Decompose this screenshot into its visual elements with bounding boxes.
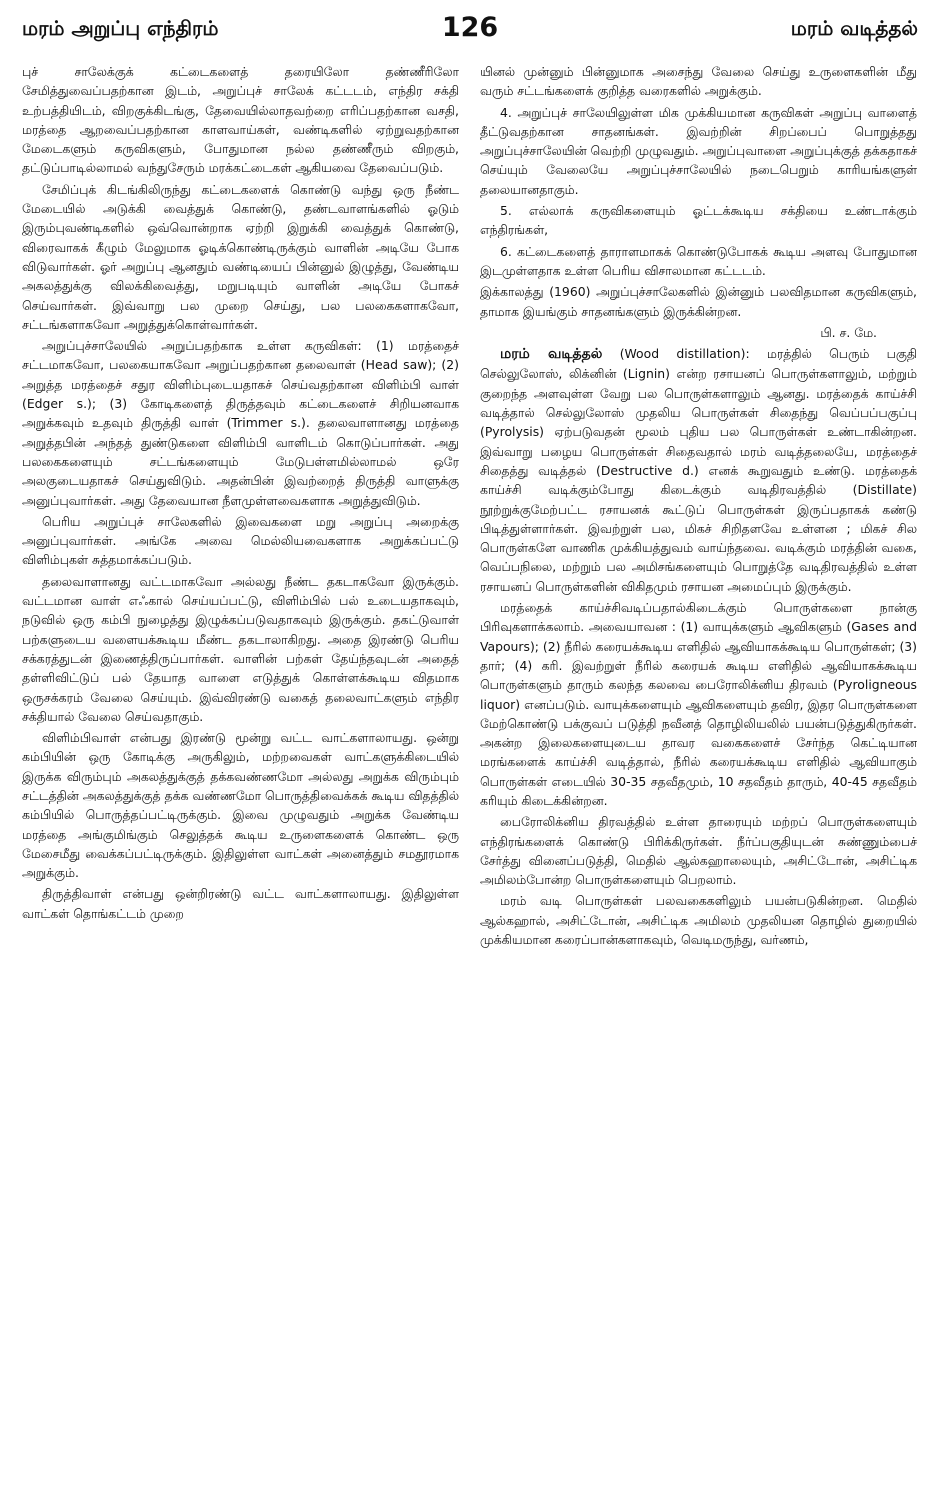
- page-number: 126: [441, 12, 499, 43]
- paragraph: யினல் முன்னும் பின்னுமாக அசைந்து வேலை செய்து உருளைகளின் மீது வரும் சட்டங்களைக் குறித்த வரைகளில் அறுக்கும்.: [480, 64, 917, 99]
- entry-title: மரம் வடித்தல்: [500, 346, 603, 363]
- paragraph: தலைவாளானது வட்டமாகவோ அல்லது நீண்ட தகடாகவோ இருக்கும். வட்டமான வாள் எஃகால் செய்யப்பட்டு, விளிம்பில் பல் உடையதாகவும், நடுவில் ஒரு கம்பி நுழைத்து இழுக்கப்படுவதாகவும் இருக்கும். தகட்டுவாள் பற்களுடைய வளையக்கூடிய மீண்ட தகடாலாகிறது. அதை இரண்டு பெரிய சக்கரத்துடன் இணைத்திருப்பார்கள். வாளின் பற்கள் தேய்ந்தவுடன் அதைத் தள்ளிவிட்டுப் பல் தேயாத வாளை எடுத்துக் கொள்ளக்கூடிய விதமாக ஒருசக்கரம் வேலை செய்யும். இவ்விரண்டு வகைத் தலைவாட்களும் எந்திர சக்தியால் வேலை செய்வதாகும்.: [22, 573, 459, 724]
- paragraph: 5. எல்லாக் கருவிகளையும் ஓட்டக்கூடிய சக்தியை உண்டாக்கும் எந்திரங்கள்,: [480, 203, 917, 238]
- paragraph: விளிம்பிவாள் என்பது இரண்டு மூன்று வட்ட வாட்களாலாயது. ஒன்று கம்பியின் ஒரு கோடிக்கு அருகிலும், மற்றவைகள் வாட்களுக்கிடையில் இருக்க விரும்பும் அகலத்துக்குத் தக்கவண்ணமோ அல்லது அறுக்க விரும்பும் சட்டத்தின் அகலத்துக்குத் தக்க வண்ணமோ பொருத்திவைக்கக் கூடிய விதத்தில் கம்பியில் பொருத்தப்பட்டிருக்கும். இவை முழுவதும் அறுக்க வேண்டிய மரத்தை அங்குமிங்கும் செலுத்தக் கூடிய உருளைகளைக் கொண்ட ஒரு மேசைமீது வைக்கப்பட்டிருக்கும். இதிலுள்ள வாட்கள் அனைத்தும் சமதூரமாக அறுக்கும்.: [22, 730, 459, 881]
- paragraph: பைரோலிக்னிய திரவத்தில் உள்ள தாரையும் மற்றப் பொருள்களையும் எந்திரங்களைக் கொண்டு பிரிக்கிருர்கள். நீர்ப்பகுதியுடன் சுண்ணும்பைச் சேர்த்து வினைப்படுத்தி, மெதில் ஆல்கஹாலையும், அசிட்டோன், அசிட்டிக அமிலம்போன்ற பொருள்களையும் பெறலாம்.: [480, 814, 917, 888]
- paragraph: புச் சாலேக்குக் கட்டைகளைத் தரையிலோ தண்ணீரிலோ சேமித்துவைப்பதற்கான இடம், அறுப்புச் சாலேக் கட்டடம், எந்திர சக்தி உற்பத்தியிடம், விறகுக்கிடங்கு, தேவையில்லாதவற்றை எரிப்பதற்கான வசதி, மரத்தை ஆறவைப்பதற்கான காளவாய்கள், வண்டிகளில் ஏற்றுவதற்கான மேடைகளும் கருவிகளும், போதுமான நல்ல தண்ணீரும் விறகும், தட்டுப்பாடில்லாமல் வந்துசேரும் மரக்கட்டைகள் ஆகியவை தேவைப்படும்.: [22, 64, 459, 176]
- paragraph: இக்காலத்து (1960) அறுப்புச்சாலேகளில் இன்னும் பலவிதமான கருவிகளும், தாமாக இயங்கும் சாதனங்களும் இருக்கின்றன.: [480, 284, 917, 319]
- paragraph: பெரிய அறுப்புச் சாலேகளில் இவைகளை மறு அறுப்பு அறைக்கு அனுப்புவார்கள். அங்கே அவை மெல்லியவைகளாக அறுக்கப்பட்டு விளிம்புகள் சுத்தமாக்கப்படும்.: [22, 513, 459, 568]
- running-head-left: மரம் அறுப்பு எந்திரம்: [22, 16, 219, 40]
- paragraph: மரத்தைக் காய்ச்சிவடிப்பதால்கிடைக்கும் பொருள்களை நான்கு பிரிவுகளாக்கலாம். அவையாவன : (1) வாயுக்களும் ஆவிகளும் (Gases and Vapours); (2) நீரில் கரையக்கூடிய எளிதில் ஆவியாகக்கூடிய பொருள்கள்; (3) தார்; (4) கரி. இவற்றுள் நீரில் கரையக் கூடிய எளிதில் ஆவியாகக்கூடிய பொருள்களும் தாரும் கலந்த கலவை பைரோலிக்னிய திரவம் (Pyroligneous liquor) எனப்படும். வாயுக்களையும் ஆவிகளையும் தவிர, இதர பொருள்களை மேற்கொண்டு பக்குவப் படுத்தி நவீனத் தொழிலியலில் பயன்படுத்துகிருர்கள். அகன்ற இலைகளையுடைய தாவர வகைகளைச் சேர்ந்த கெட்டியான மரங்களைக் காய்ச்சி வடித்தால், நீரில் கரையக்கூடிய எளிதில் ஆவியாகும் பொருள்கள் எடையில் 30-35 சதவீதமும், 10 சதவீதம் தாரும், 40-45 சதவீதம் கரியும் கிடைக்கின்றன.: [480, 600, 917, 808]
- author-initials: பி. ச. மே.: [820, 324, 877, 340]
- entry-text: (Wood distillation): மரத்தில் பெரும் பகுதி செல்லுலோஸ், லிக்னின் (Lignin) என்ற ரசாயனப் பொருள்களாலும், மற்றும் குறைந்த அளவுள்ள வேறு பல பொருள்களாலும் ஆனது. மரத்தைக் காய்ச்சி வடித்தால் செல்லுலோஸ் முதலிய பொருள்கள் சிதைந்து வெப்பப்பகுப்பு (Pyrolysis) ஏற்படுவதன் மூலம் புதிய பல பொருள்கள் உண்டாகின்றன. இவ்வாறு பழைய பொருள்கள் சிதைவதால் மரம் வடித்தலையே, மரத்தைச் சிதைத்து வடித்தல் (Destructive d.) எனக் கூறுவதும் உண்டு. மரத்தைக் காய்ச்சி வடிக்கும்போது கிடைக்கும் வடிதிரவத்தில் (Distillate) நூற்றுக்குமேற்பட்ட ரசாயனக் கூட்டுப் பொருள்கள் இருப்பதாகக் கண்டு பிடித்துள்ளார்கள். இவற்றுள் பல, மிகச் சிறிதளவே உள்ளன ; மிகச் சில பொருள்களே வாணிக முக்கியத்துவம் வாய்ந்தவை. வடிக்கும் மரத்தின் வகை, வெப்பநிலை, மற்றும் பல அமிசங்களையும் பொறுத்தே வடிதிரவத்தில் உள்ள ரசாயனப் பொருள்களின் விகிதமும் ரசாயன அமைப்பும் இருக்கும்.: [480, 346, 917, 594]
- paragraph: 4. அறுப்புச் சாலேயிலுள்ள மிக முக்கியமான கருவிகள் அறுப்பு வாளைத் தீட்டுவதற்கான சாதனங்கள். இவற்றின் சிறப்பைப் பொறுத்தது அறுப்புச்சாலேயின் வெற்றி முழுவதும். அறுப்புவாளை அறுப்புக்குத் தக்கதாகச் செய்யும் வேலையே அறுப்புச்சாலேயில் நடைபெறும் காரியங்களுள் தலையானதாகும்.: [480, 104, 917, 197]
- paragraph: சேமிப்புக் கிடங்கிலிருந்து கட்டைகளைக் கொண்டு வந்து ஒரு நீண்ட மேடையில் அடுக்கி வைத்துக் கொண்டு, தண்டவாளங்களில் ஓடும் இரும்புவண்டிகளில் ஒவ்வொன்றாக ஏற்றி இறுக்கி வைத்துக் கொண்டு, விரைவாகக் கீழும் மேலுமாக ஓடிக்கொண்டிருக்கும் வாளின் அடியே போக விடுவார்கள். ஓர் அறுப்பு ஆனதும் வண்டியைப் பின்னுல் இழுத்து, வேண்டிய அகலத்துக்கு விலக்கிவைத்து, மறுபடியும் வாளின் அடியே போகச் செய்வார்கள். இவ்வாறு பல முறை செய்து, பல பலகைகளாகவோ, சட்டங்களாகவோ அறுத்துக்கொள்வார்கள்.: [22, 181, 459, 332]
- entry-paragraph: [480, 344, 917, 596]
- paragraph: திருத்திவாள் என்பது ஒன்றிரண்டு வட்ட வாட்களாலாயது. இதிலுள்ள வாட்கள் தொங்கட்டம் முறை: [22, 886, 459, 921]
- paragraph: 6. கட்டைகளைத் தாராளமாகக் கொண்டுபோகக் கூடிய அளவு போதுமான இடமுள்ளதாக உள்ள பெரிய விசாலமான கட்டடம்.: [480, 243, 917, 278]
- paragraph: அறுப்புச்சாலேயில் அறுப்பதற்காக உள்ள கருவிகள்: (1) மரத்தைச் சட்டமாகவோ, பலகையாகவோ அறுப்பதற்கான தலைவாள் (Head saw); (2) அறுத்த மரத்தைச் சதுர விளிம்புடையதாகச் செய்வதற்கான விளிம்பி வாள் (Edger s.); (3) கோடிகளைத் திருத்தவும் கட்டைகளைச் சிறியனவாக அறுக்கவும் உதவும் திருத்தி வாள் (Trimmer s.). தலைவாளானது மரத்தை அறுத்தபின் அந்தத் துண்டுகளை விளிம்பி வாளிடம் கொடுப்பார்கள். அது பலகைகளையும் சட்டங்களையும் மேடுபள்ளமில்லாமல் ஒரே அலகுடையதாகச் செய்துவிடும். அதன்பின் இவற்றைத் திருத்தி வாளுக்கு அனுப்புவார்கள். அது தேவையான நீளமுள்ளவைகளாக அறுத்துவிடும்.: [22, 338, 459, 508]
- paragraph: மரம் வடி பொருள்கள் பலவகைகளிலும் பயன்படுகின்றன. மெதில் ஆல்கஹால், அசிட்டோன், அசிட்டிக அமிலம் முதலியன தொழில் துறையில் முக்கியமான கரைப்பான்களாகவும், வெடிமருந்து, வர்ணம்,: [480, 893, 917, 948]
- left-column: [22, 62, 459, 1482]
- page-header: [22, 12, 918, 52]
- running-head-right: மரம் வடித்தல்: [790, 16, 918, 40]
- right-column: [480, 62, 917, 1482]
